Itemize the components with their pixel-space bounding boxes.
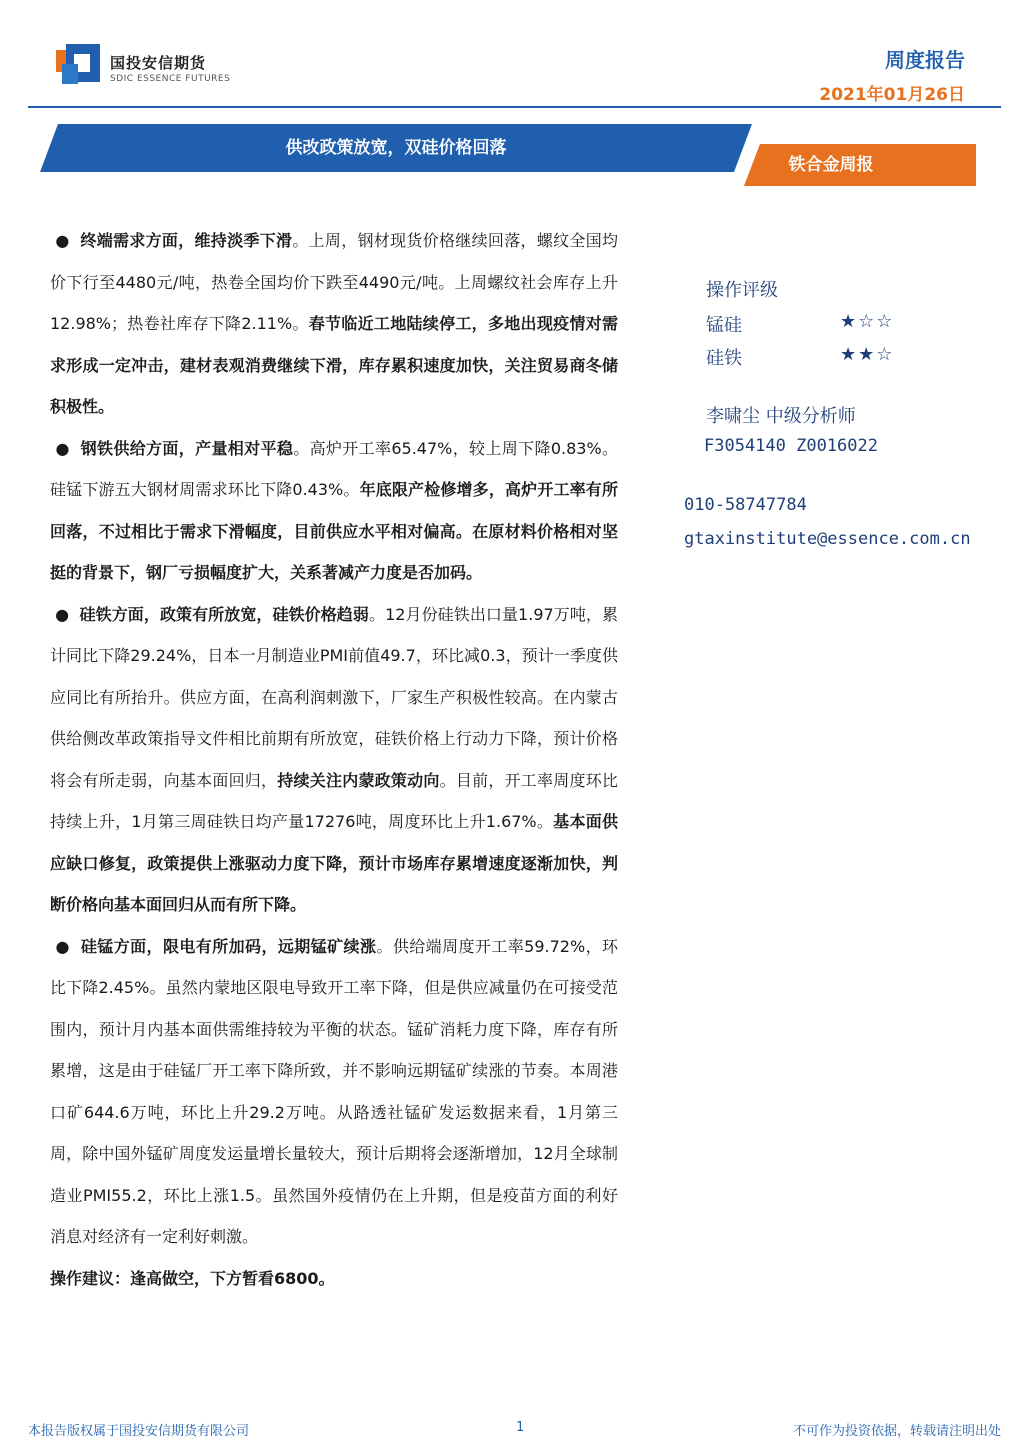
contact-email[interactable]: gtaxinstitute@essence.com.cn bbox=[684, 529, 971, 549]
paragraph-ferrosilicon: ● 硅铁方面，政策有所放宽，硅铁价格趋弱。12月份硅铁出口量1.97万吨，累计同比下降29.24%，日本一月制造业PMI前值49.7，环比减0.3，预计一季度供应同比有所抬升。供应方面，在高利润刺激下，厂家生产积极性较高。在内蒙古供给侧改革政策指导文件相比前期有所放宽，硅铁价格上行动力下降，预计价格将会有所走弱，向基本面回归，持续关注内蒙政策动向。目前，开工率周度环比持续上升，1月第三周硅铁日均产量17276吨，周度环比上升1.67%。基本面供应缺口修复，政策提供上涨驱动力度下降，预计市场库存累增速度逐渐加快，判断价格向基本面回归从而有所下降。 bbox=[50, 604, 618, 914]
brand-name-cn: 国投安信期货 bbox=[110, 54, 207, 72]
rating-name-mnsi: 锰硅 bbox=[706, 315, 742, 336]
rating-stars-fesi: ★★☆ bbox=[840, 344, 895, 365]
advice-text: 操作建议：逢高做空，下方暂看6800。 bbox=[50, 1268, 335, 1288]
para-text: 。目前，开工率周度环比持续上升，1月第三周硅铁日均产量17276吨，周度环比上升1.67%。 bbox=[50, 770, 618, 831]
para-text: 。供给端周度开工率59.72%，环比下降2.45%。虽然内蒙地区限电导致开工率下降，但是供应减量仍在可接受范围内，预计月内基本面供需维持较为平衡的状态。锰矿消耗力度下降，库存有所累增，这是由于硅锰厂开工率下降所致，并不影响远期锰矿续涨的节奏。本周港口矿644.6万吨，环比上升29.2万吨。从路透社锰矿发运数据来看，1月第三周，除中国外锰矿周度发运量增长量较大，预计后期将会逐渐增加，12月全球制造业PMI55.2，环比上涨1.5。虽然国外疫情仍在上升期，但是疫苗方面的利好消息对经济有一定利好刺激。 bbox=[50, 936, 618, 1246]
analyst-license: F3054140 Z0016022 bbox=[704, 436, 878, 456]
rating-title: 操作评级 bbox=[706, 280, 778, 301]
footer-disclaimer: 不可作为投资依据，转载请注明出处 bbox=[792, 1424, 1001, 1439]
company-logo bbox=[56, 44, 102, 88]
paragraph-demand: ● 终端需求方面，维持淡季下滑。上周，钢材现货价格继续回落，螺纹全国均价下行至4480元/吨，热卷全国均价下跌至4490元/吨。上周螺纹社会库存上升12.98%；热卷社库存下降2.11%。春节临近工地陆续停工，多地出现疫情对需求形成一定冲击，建材表观消费继续下滑，库存累积速度加快，关注贸易商冬储积极性。 bbox=[50, 231, 618, 416]
contact-phone: 010-58747784 bbox=[684, 495, 807, 515]
para-heading: 硅锰方面，限电有所加码，远期锰矿续涨 bbox=[80, 936, 377, 956]
paragraph-supply: ● 钢铁供给方面，产量相对平稳。高炉开工率65.47%，较上周下降0.83%。硅锰下游五大钢材周需求环比下降0.43%。年底限产检修增多，高炉开工率有所回落，不过相比于需求下滑幅度，目前供应水平相对偏高。在原材料价格相对坚挺的背景下，钢厂亏损幅度扩大，关系著减产力度是否加码。 bbox=[50, 438, 619, 582]
rating-stars-mnsi: ★☆☆ bbox=[840, 311, 895, 332]
report-body bbox=[50, 220, 618, 1299]
footer-copyright: 本报告版权属于国投安信期货有限公司 bbox=[28, 1424, 250, 1439]
para-text: 。12月份硅铁出口量1.97万吨，累计同比下降29.24%，日本一月制造业PMI前值49.7，环比减0.3，预计一季度供应同比有所抬升。供应方面，在高利润刺激下，厂家生产积极性较高。在内蒙古供给侧改革政策指导文件相比前期有所放宽，硅铁价格上行动力下降，预计价格将会有所走弱，向基本面回归， bbox=[50, 604, 618, 790]
paragraph-silicomanganese: ● 硅锰方面，限电有所加码，远期锰矿续涨。供给端周度开工率59.72%，环比下降2.45%。虽然内蒙地区限电导致开工率下降，但是供应减量仍在可接受范围内，预计月内基本面供需维持较为平衡的状态。锰矿消耗力度下降，库存有所累增，这是由于硅锰厂开工率下降所致，并不影响远期锰矿续涨的节奏。本周港口矿644.6万吨，环比上升29.2万吨。从路透社锰矿发运数据来看，1月第三周，除中国外锰矿周度发运量增长量较大，预计后期将会逐渐增加，12月全球制造业PMI55.2，环比上涨1.5。虽然国外疫情仍在上升期，但是疫苗方面的利好消息对经济有一定利好刺激。 bbox=[50, 936, 618, 1246]
para-emphasis: 持续关注内蒙政策动向 bbox=[277, 770, 440, 790]
para-heading: 硅铁方面，政策有所放宽，硅铁价格趋弱 bbox=[79, 604, 369, 624]
para-heading: 终端需求方面，维持淡季下滑 bbox=[80, 231, 293, 250]
para-emphasis: 春节临近工地陆续停工，多地出现疫情对需求形成一定冲击，建材表观消费继续下滑，库存累积速度加快，关注贸易商冬储积极性。 bbox=[50, 314, 618, 416]
para-text: 。高炉开工率65.47%，较上周下降0.83%。硅锰下游五大钢材周需求环比下降0.43%。 bbox=[50, 438, 619, 499]
brand-name-en: SDIC ESSENCE FUTURES bbox=[110, 74, 231, 84]
para-emphasis: 年底限产检修增多，高炉开工率有所回落，不过相比于需求下滑幅度，目前供应水平相对偏高。在原材料价格相对坚挺的背景下，钢厂亏损幅度扩大，关系著减产力度是否加码。 bbox=[50, 480, 618, 582]
para-heading: 钢铁供给方面，产量相对平稳 bbox=[80, 438, 294, 458]
header-divider bbox=[28, 106, 1001, 108]
rating-name-fesi: 硅铁 bbox=[706, 348, 742, 369]
analyst-name: 李啸尘 中级分析师 bbox=[706, 406, 856, 427]
report-date: 2021年01月26日 bbox=[819, 85, 965, 105]
para-emphasis: 基本面供应缺口修复，政策提供上涨驱动力度下降，预计市场库存累增速度逐渐加快，判断价格向基本面回归从而有所下降。 bbox=[50, 812, 618, 914]
report-type: 周度报告 bbox=[885, 48, 965, 72]
operation-advice bbox=[50, 1258, 618, 1300]
category-tag-label: 铁合金周报 bbox=[788, 155, 874, 175]
page-number: 1 bbox=[516, 1420, 525, 1435]
para-text: 。上周，钢材现货价格继续回落，螺纹全国均价下行至4480元/吨，热卷全国均价下跌至4490元/吨。上周螺纹社会库存上升12.98%；热卷社库存下降2.11%。 bbox=[50, 231, 618, 333]
report-title: 供改政策放宽，双硅价格回落 bbox=[285, 138, 507, 158]
